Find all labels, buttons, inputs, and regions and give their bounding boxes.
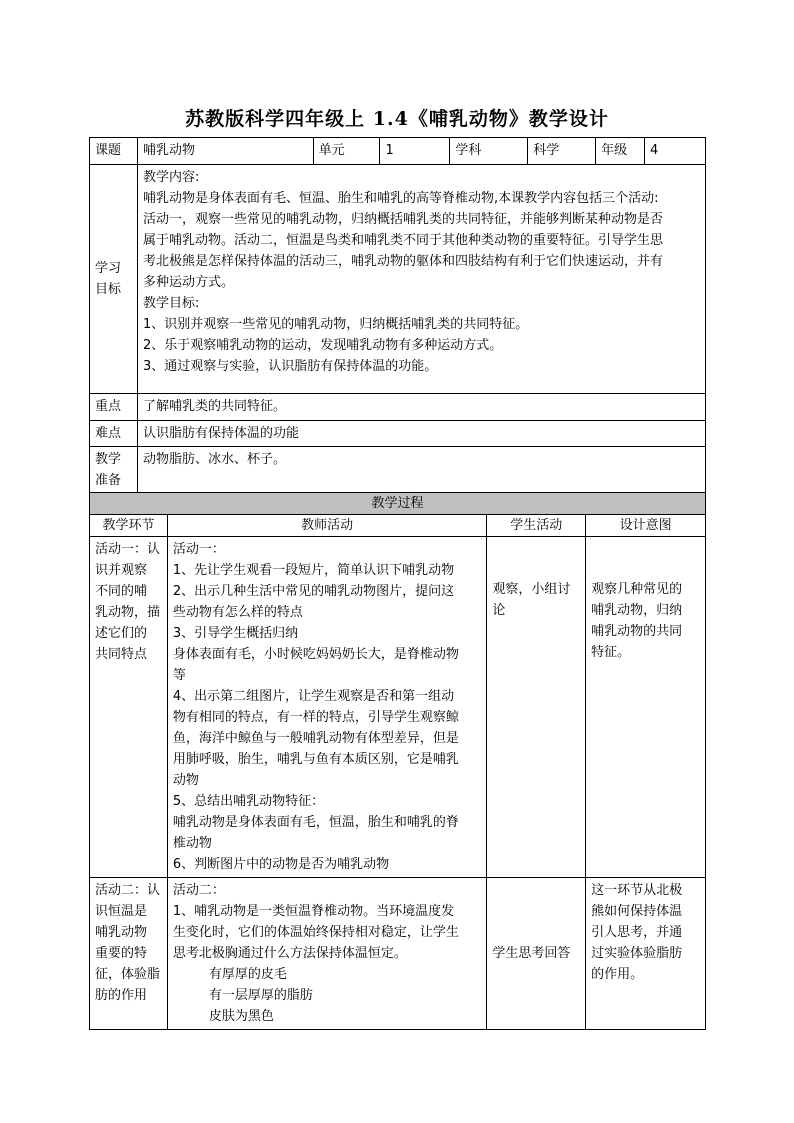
preparation-label-line2: 准备	[95, 473, 122, 488]
stage-line: 识并观察	[95, 563, 148, 578]
goals-line: 2、乐于观察哺乳动物的运动，发现哺乳动物有多种运动方式。	[142, 338, 503, 353]
design-intent-cell	[586, 537, 706, 878]
intent-line: 哺乳动物，归纳	[591, 603, 683, 618]
intent-line: 哺乳动物的共同	[591, 624, 683, 639]
intent-line: 熊如何保持体温	[591, 904, 683, 919]
topic-label: 课题	[90, 138, 138, 165]
unit-value: 1	[380, 138, 450, 165]
grade-label: 年级	[596, 138, 645, 165]
stage-cell	[90, 537, 168, 878]
goals-line: 教学目标:	[142, 296, 200, 311]
teacher-line: 思考北极胸通过什么方法保持体温恒定。	[172, 946, 407, 961]
column-header-stage: 教学环节	[90, 515, 168, 537]
column-header-teacher: 教师活动	[167, 515, 486, 537]
intent-line: 这一环节从北极	[591, 883, 683, 898]
teacher-line: 活动一：	[172, 542, 225, 557]
student-line: 论	[492, 603, 506, 618]
subject-label: 学科	[450, 138, 528, 165]
intent-line: 过实验体验脂肪	[591, 946, 683, 961]
stage-cell	[90, 878, 168, 1030]
preparation-value: 动物脂肪、冰水、杯子。	[137, 447, 705, 494]
difficulty-value: 认识脂肪有保持体温的功能	[137, 421, 705, 447]
teacher-line: 哺乳动物是身体表面有毛，恒温，胎生和哺乳的脊	[172, 815, 459, 830]
teacher-line: 用肺呼吸，胎生，哺乳与鱼有本质区别，它是哺乳	[172, 752, 459, 767]
teacher-line: 4、出示第二组图片，让学生观察是否和第一组动	[172, 689, 455, 704]
grade-value: 4	[645, 138, 706, 165]
student-activity-cell	[487, 537, 586, 878]
teacher-line: 5、总结出哺乳动物特征：	[172, 794, 325, 809]
column-header-intent: 设计意图	[586, 515, 706, 537]
teacher-line: 椎动物	[172, 836, 212, 851]
student-line: 学生思考回答	[492, 946, 571, 961]
stage-line: 重要的特	[95, 946, 148, 961]
goals-line: 3、通过观察与实验，认识脂肪有保持体温的功能。	[142, 359, 438, 374]
goals-label-line1: 学习	[95, 261, 122, 276]
subject-value: 科学	[528, 138, 596, 165]
stage-line: 不同的哺	[95, 584, 148, 599]
teacher-line: 鱼，海洋中鲸鱼与一般哺乳动物有体型差异，但是	[172, 731, 459, 746]
teacher-indented-line: 有一层厚厚的脂肪	[208, 988, 313, 1003]
teacher-line: 等	[172, 668, 186, 683]
teaching-process-table	[89, 492, 706, 1030]
goals-line: 活动一，观察一些常见的哺乳动物，归纳概括哺乳类的共同特征，并能够判断某种动物是否	[142, 212, 663, 227]
teacher-activity-cell	[167, 878, 486, 1030]
teacher-line: 活动二：	[172, 883, 225, 898]
stage-line: 哺乳动物	[95, 925, 148, 940]
goals-line: 教学内容:	[142, 170, 200, 185]
teacher-activity-cell	[167, 537, 486, 878]
goals-line: 考北极熊是怎样保持体温的活动三，哺乳动物的躯体和四肢结构有利于它们快速运动，并有	[142, 254, 663, 269]
teacher-line: 些动物有怎么样的特点	[172, 605, 303, 620]
teacher-line: 2、出示几种生活中常见的哺乳动物图片，提问这	[172, 584, 455, 599]
preparation-label	[90, 447, 138, 494]
goals-label	[90, 165, 138, 394]
intent-line: 引人思考，并通	[591, 925, 683, 940]
stage-line: 乳动物，描	[95, 605, 161, 620]
process-section-title: 教学过程	[90, 493, 706, 515]
intent-line: 观察几种常见的	[591, 582, 683, 597]
difficulty-label: 难点	[90, 421, 138, 447]
stage-line: 述它们的	[95, 626, 148, 641]
stage-line: 肪的作用	[95, 988, 148, 1003]
teacher-line: 动物	[172, 773, 199, 788]
goals-line: 多种运动方式。	[142, 275, 234, 290]
teacher-line: 6、判断图片中的动物是否为哺乳动物	[172, 857, 390, 872]
student-line: 观察，小组讨	[492, 582, 571, 597]
key-point-value: 了解哺乳类的共同特征。	[137, 394, 705, 421]
goals-line: 1、识别并观察一些常见的哺乳动物，归纳概括哺乳类的共同特征。	[142, 317, 529, 332]
teacher-indented-line: 皮肤为黑色	[208, 1009, 274, 1024]
intent-line: 的作用。	[591, 967, 644, 982]
teacher-line: 生变化时，它们的体温始终保持相对稳定，让学生	[172, 925, 459, 940]
column-header-student: 学生活动	[487, 515, 586, 537]
table-row	[90, 537, 706, 878]
preparation-label-line1: 教学	[95, 452, 122, 467]
stage-line: 活动一：认	[95, 542, 161, 557]
topic-value: 哺乳动物	[137, 138, 313, 165]
goals-content	[137, 165, 705, 394]
lesson-info-table	[89, 137, 706, 494]
design-intent-cell	[586, 878, 706, 1030]
teacher-indented-line: 有厚厚的皮毛	[208, 967, 287, 982]
intent-line: 特征。	[591, 645, 631, 660]
stage-line: 识恒温是	[95, 904, 148, 919]
unit-label: 单元	[313, 138, 380, 165]
stage-line: 共同特点	[95, 647, 148, 662]
teacher-line: 1、哺乳动物是一类恒温脊椎动物。当环境温度发	[172, 904, 455, 919]
stage-line: 活动二：认	[95, 883, 161, 898]
teacher-line: 1、先让学生观看一段短片，简单认识下哺乳动物	[172, 563, 455, 578]
document-title: 苏教版科学四年级上 1.4《哺乳动物》教学设计	[185, 108, 609, 130]
key-point-label: 重点	[90, 394, 138, 421]
teacher-line: 3、引导学生概括归纳	[172, 626, 299, 641]
goals-line: 哺乳动物是身体表面有毛、恒温、胎生和哺乳的高等脊椎动物,本课教学内容包括三个活动:	[142, 191, 659, 206]
teacher-line: 物有相同的特点，有一样的特点，引导学生观察鲸	[172, 710, 459, 725]
goals-line: 属于哺乳动物。活动二，恒温是鸟类和哺乳类不同于其他种类动物的重要特征。引导学生思	[142, 233, 663, 248]
table-row	[90, 878, 706, 1030]
student-activity-cell	[487, 878, 586, 1030]
teacher-line: 身体表面有毛，小时候吃妈妈奶长大，是脊椎动物	[172, 647, 459, 662]
goals-label-line2: 目标	[95, 282, 122, 297]
stage-line: 征，体验脂	[95, 967, 161, 982]
